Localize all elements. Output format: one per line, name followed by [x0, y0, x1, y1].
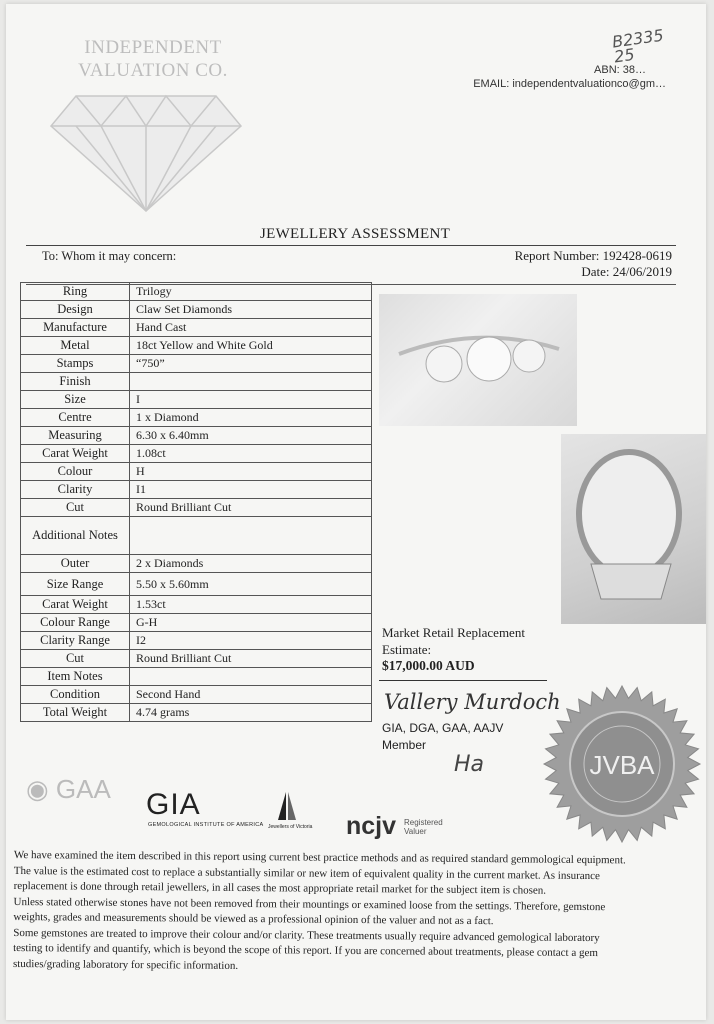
- table-row: [21, 301, 372, 319]
- spec-value: “750”: [130, 355, 372, 373]
- company-name-line2: VALUATION CO.: [78, 60, 228, 81]
- table-row: [21, 650, 372, 668]
- spec-label: Ring: [21, 283, 130, 301]
- spec-label: Centre: [21, 409, 130, 427]
- table-row: [21, 686, 372, 704]
- gaa-logo-text: GAA: [55, 774, 111, 804]
- jewellers-logo-icon: [272, 790, 302, 822]
- table-row: [21, 573, 372, 596]
- valuation-label-line2: Estimate:: [382, 642, 432, 657]
- divider: [379, 680, 547, 681]
- jvba-seal-icon: [542, 684, 702, 844]
- spec-label: Additional Notes: [21, 517, 130, 555]
- disclaimer-line: Unless stated otherwise stones have not been removed from their mountings or examined loose from the settings. Therefore, gemstone: [13, 895, 606, 913]
- spec-value: 2 x Diamonds: [130, 555, 372, 573]
- company-name: [68, 36, 238, 82]
- disclaimer-line: testing to identify and quantify, which is beyond the scope of this report. If you are concerned about treatments, please contact a gem: [13, 941, 599, 960]
- ncjv-sub1: Registered: [404, 818, 443, 827]
- spec-label: Stamps: [21, 355, 130, 373]
- valuer-credentials: [382, 720, 503, 754]
- spec-value: 1.08ct: [130, 445, 372, 463]
- spec-label: Carat Weight: [21, 596, 130, 614]
- ncjv-logo: ncjv: [346, 812, 397, 840]
- ring-photo-top: [561, 434, 706, 624]
- specification-table: [20, 282, 372, 722]
- table-row: [21, 409, 372, 427]
- spec-value: 1.53ct: [130, 596, 372, 614]
- valuer-signature: Vallery Murdoch: [384, 690, 561, 714]
- valuation-label: [382, 624, 525, 658]
- member-text: Member: [382, 738, 427, 752]
- table-row: [21, 427, 372, 445]
- disclaimer: [13, 848, 674, 978]
- table-row: [21, 481, 372, 499]
- disclaimer-line: The value is the estimated cost to replace a substantially similar or new item of equivalent quality in the current market. As insurance: [13, 864, 601, 882]
- spec-label: Cut: [21, 650, 130, 668]
- spec-label: Colour Range: [21, 614, 130, 632]
- spec-label: Finish: [21, 373, 130, 391]
- spec-value: [130, 517, 372, 555]
- ncjv-sub2: Valuer: [404, 827, 427, 836]
- addressee: To: Whom it may concern:: [42, 249, 177, 263]
- table-row: [21, 632, 372, 650]
- table-row: [21, 337, 372, 355]
- disclaimer-line: replacement is done through retail jewellers, in all cases the most appropriate retail market for the subject item is chosen.: [13, 879, 547, 897]
- spec-label: Clarity: [21, 481, 130, 499]
- spec-label: Clarity Range: [21, 632, 130, 650]
- divider: [26, 245, 676, 246]
- spec-label: Outer: [21, 555, 130, 573]
- spec-value: Round Brilliant Cut: [130, 650, 372, 668]
- spec-value: H: [130, 463, 372, 481]
- diamond-logo-icon: [46, 86, 246, 216]
- gaa-logo-icon: ◉: [26, 774, 49, 804]
- table-row: [21, 391, 372, 409]
- table-row: [21, 499, 372, 517]
- gia-logo: GIA: [146, 788, 201, 821]
- table-row: [21, 596, 372, 614]
- spec-value: I1: [130, 481, 372, 499]
- spec-label: Condition: [21, 686, 130, 704]
- table-row: [21, 463, 372, 481]
- spec-value: 6.30 x 6.40mm: [130, 427, 372, 445]
- initials-signature: Ha: [454, 752, 485, 777]
- document-title: JEWELLERY ASSESSMENT: [260, 226, 451, 242]
- seal-text: JVBA: [589, 750, 655, 780]
- spec-value: I2: [130, 632, 372, 650]
- spec-value: [130, 668, 372, 686]
- disclaimer-line: We have examined the item described in this report using current best practice methods and as required standard gemmological equipment.: [13, 848, 626, 867]
- table-row: [21, 445, 372, 463]
- spec-label: Carat Weight: [21, 445, 130, 463]
- spec-value: 4.74 grams: [130, 704, 372, 722]
- valuation-document: [6, 4, 706, 1020]
- company-name-line1: INDEPENDENT: [84, 37, 222, 58]
- disclaimer-line: weights, grades and measurements should be viewed as a professional opinion of the valuer and not as a fact.: [13, 910, 494, 928]
- spec-value: Trilogy: [130, 283, 372, 301]
- table-row: [21, 517, 372, 555]
- gia-logo-subtitle: GEMOLOGICAL INSTITUTE OF AMERICA: [148, 822, 264, 828]
- report-date: Date: 24/06/2019: [581, 264, 672, 279]
- credentials-text: GIA, DGA, GAA, AAJV: [382, 721, 504, 735]
- valuation-label-line1: Market Retail Replacement: [382, 625, 525, 640]
- spec-label: Size: [21, 391, 130, 409]
- spec-value: I: [130, 391, 372, 409]
- report-meta: [515, 248, 672, 280]
- ring-photo-side: [379, 294, 577, 426]
- spec-value: 1 x Diamond: [130, 409, 372, 427]
- abn-text: ABN: 38…: [594, 64, 646, 76]
- report-number: Report Number: 192428-0619: [514, 248, 672, 263]
- spec-label: Cut: [21, 499, 130, 517]
- table-row: [21, 668, 372, 686]
- spec-value: 5.50 x 5.60mm: [130, 573, 372, 596]
- spec-label: Item Notes: [21, 668, 130, 686]
- spec-value: Claw Set Diamonds: [130, 301, 372, 319]
- disclaimer-line: Some gemstones are treated to improve their colour and/or clarity. These treatments usually require advanced gemological laboratory: [13, 926, 600, 944]
- table-row: [21, 319, 372, 337]
- disclaimer-line: studies/grading laboratory for specific information.: [12, 957, 239, 972]
- spec-label: Manufacture: [21, 319, 130, 337]
- spec-label: Metal: [21, 337, 130, 355]
- table-row: [21, 283, 372, 301]
- table-row: [21, 704, 372, 722]
- table-row: [21, 555, 372, 573]
- spec-value: [130, 373, 372, 391]
- spec-value: Round Brilliant Cut: [130, 499, 372, 517]
- handwritten-note: B2335 25: [610, 25, 665, 67]
- spec-value: G-H: [130, 614, 372, 632]
- jewellers-logo-text: Jewellers of Victoria: [268, 824, 313, 830]
- spec-label: Size Range: [21, 573, 130, 596]
- spec-label: Colour: [21, 463, 130, 481]
- table-row: [21, 355, 372, 373]
- spec-value: Hand Cast: [130, 319, 372, 337]
- spec-label: Measuring: [21, 427, 130, 445]
- ncjv-logo-subtitle: [404, 818, 443, 836]
- valuation-price: $17,000.00 AUD: [382, 658, 475, 673]
- table-row: [21, 614, 372, 632]
- table-row: [21, 373, 372, 391]
- spec-value: 18ct Yellow and White Gold: [130, 337, 372, 355]
- spec-value: Second Hand: [130, 686, 372, 704]
- email-text: EMAIL: independentvaluationco@gm…: [473, 78, 666, 90]
- spec-label: Total Weight: [21, 704, 130, 722]
- spec-label: Design: [21, 301, 130, 319]
- gaa-logo: [26, 774, 111, 805]
